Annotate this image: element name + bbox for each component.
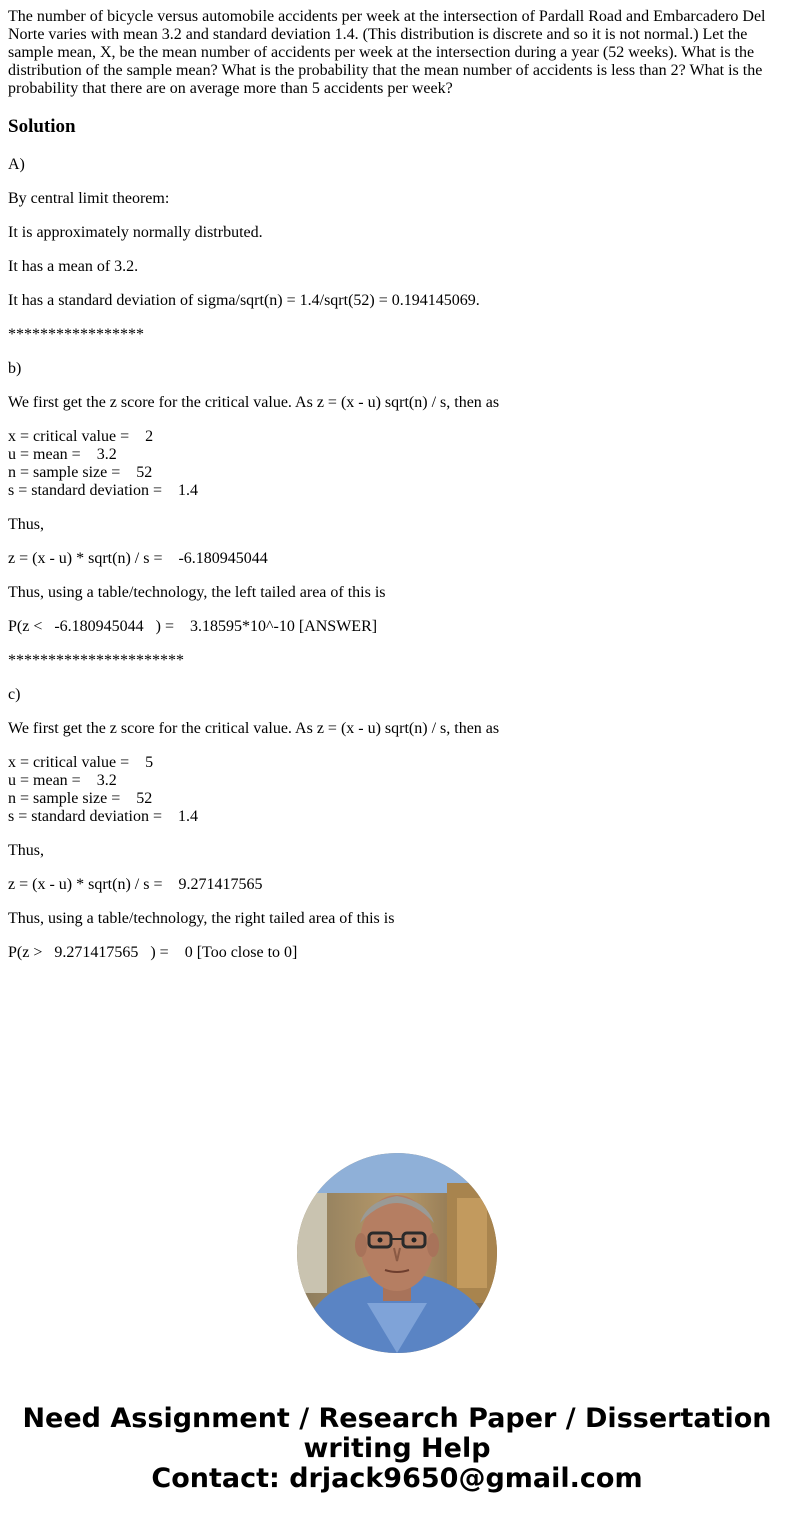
- part-b-var-n: n = sample size = 52: [8, 464, 153, 481]
- solution-heading: Solution: [8, 116, 76, 137]
- document-content: [8, 8, 786, 978]
- part-c-variables: [8, 754, 786, 826]
- part-a-line-3: It has a mean of 3.2.: [8, 258, 139, 275]
- part-c-z-line: z = (x - u) * sqrt(n) / s = 9.271417565: [8, 876, 263, 893]
- part-b-intro: We first get the z score for the critical value. As z = (x - u) sqrt(n) / s, then as: [8, 394, 500, 411]
- author-avatar: [297, 1153, 497, 1353]
- footer-line-1: Need Assignment / Research Paper / Dissertation: [22, 1403, 772, 1434]
- question-text: The number of bicycle versus automobile accidents per week at the intersection of Pardall Road and Embarcadero Del Norte varies with mean 3.2 and standard deviation 1.4. (This distribution is discrete and so it is not normal.) Let the sample mean, X, be the mean number of accidents per week at the intersection during a year (52 weeks). What is the distribution of the sample mean? What is the probability that the mean number of accidents is less than 2? What is the probability that there are on average more than 5 accidents per week?: [8, 8, 766, 97]
- part-b-z-line: z = (x - u) * sqrt(n) / s = -6.180945044: [8, 550, 268, 567]
- part-c-thus: Thus,: [8, 842, 44, 859]
- separator-a: *****************: [8, 326, 144, 343]
- part-c-label: c): [8, 686, 21, 703]
- part-a-label: A): [8, 156, 25, 173]
- part-b-var-u: u = mean = 3.2: [8, 446, 117, 463]
- footer-contact-line: Contact: drjack9650@gmail.com: [151, 1463, 643, 1494]
- contact-footer: [0, 1404, 794, 1494]
- part-c-answer: P(z > 9.271417565 ) = 0 [Too close to 0]: [8, 944, 298, 961]
- author-photo: [297, 1153, 497, 1353]
- part-b-label: b): [8, 360, 22, 377]
- part-a-line-2: It is approximately normally distrbuted.: [8, 224, 263, 241]
- part-b-thus: Thus,: [8, 516, 44, 533]
- part-b-var-x: x = critical value = 2: [8, 428, 154, 445]
- part-c-var-x: x = critical value = 5: [8, 754, 154, 771]
- part-b-answer: P(z < -6.180945044 ) = 3.18595*10^-10 [ANSWER]: [8, 618, 378, 635]
- part-c-intro: We first get the z score for the critical value. As z = (x - u) sqrt(n) / s, then as: [8, 720, 500, 737]
- part-c-area-line: Thus, using a table/technology, the right tailed area of this is: [8, 910, 395, 927]
- part-b-variables: [8, 428, 786, 500]
- part-c-var-u: u = mean = 3.2: [8, 772, 117, 789]
- part-b-var-s: s = standard deviation = 1.4: [8, 482, 199, 499]
- footer-line-2: writing Help: [303, 1433, 491, 1464]
- part-c-var-s: s = standard deviation = 1.4: [8, 808, 199, 825]
- part-c-var-n: n = sample size = 52: [8, 790, 153, 807]
- separator-b: **********************: [8, 652, 184, 669]
- part-a-line-4: It has a standard deviation of sigma/sqrt(n) = 1.4/sqrt(52) = 0.194145069.: [8, 292, 480, 309]
- part-a-line-1: By central limit theorem:: [8, 190, 170, 207]
- part-b-area-line: Thus, using a table/technology, the left tailed area of this is: [8, 584, 386, 601]
